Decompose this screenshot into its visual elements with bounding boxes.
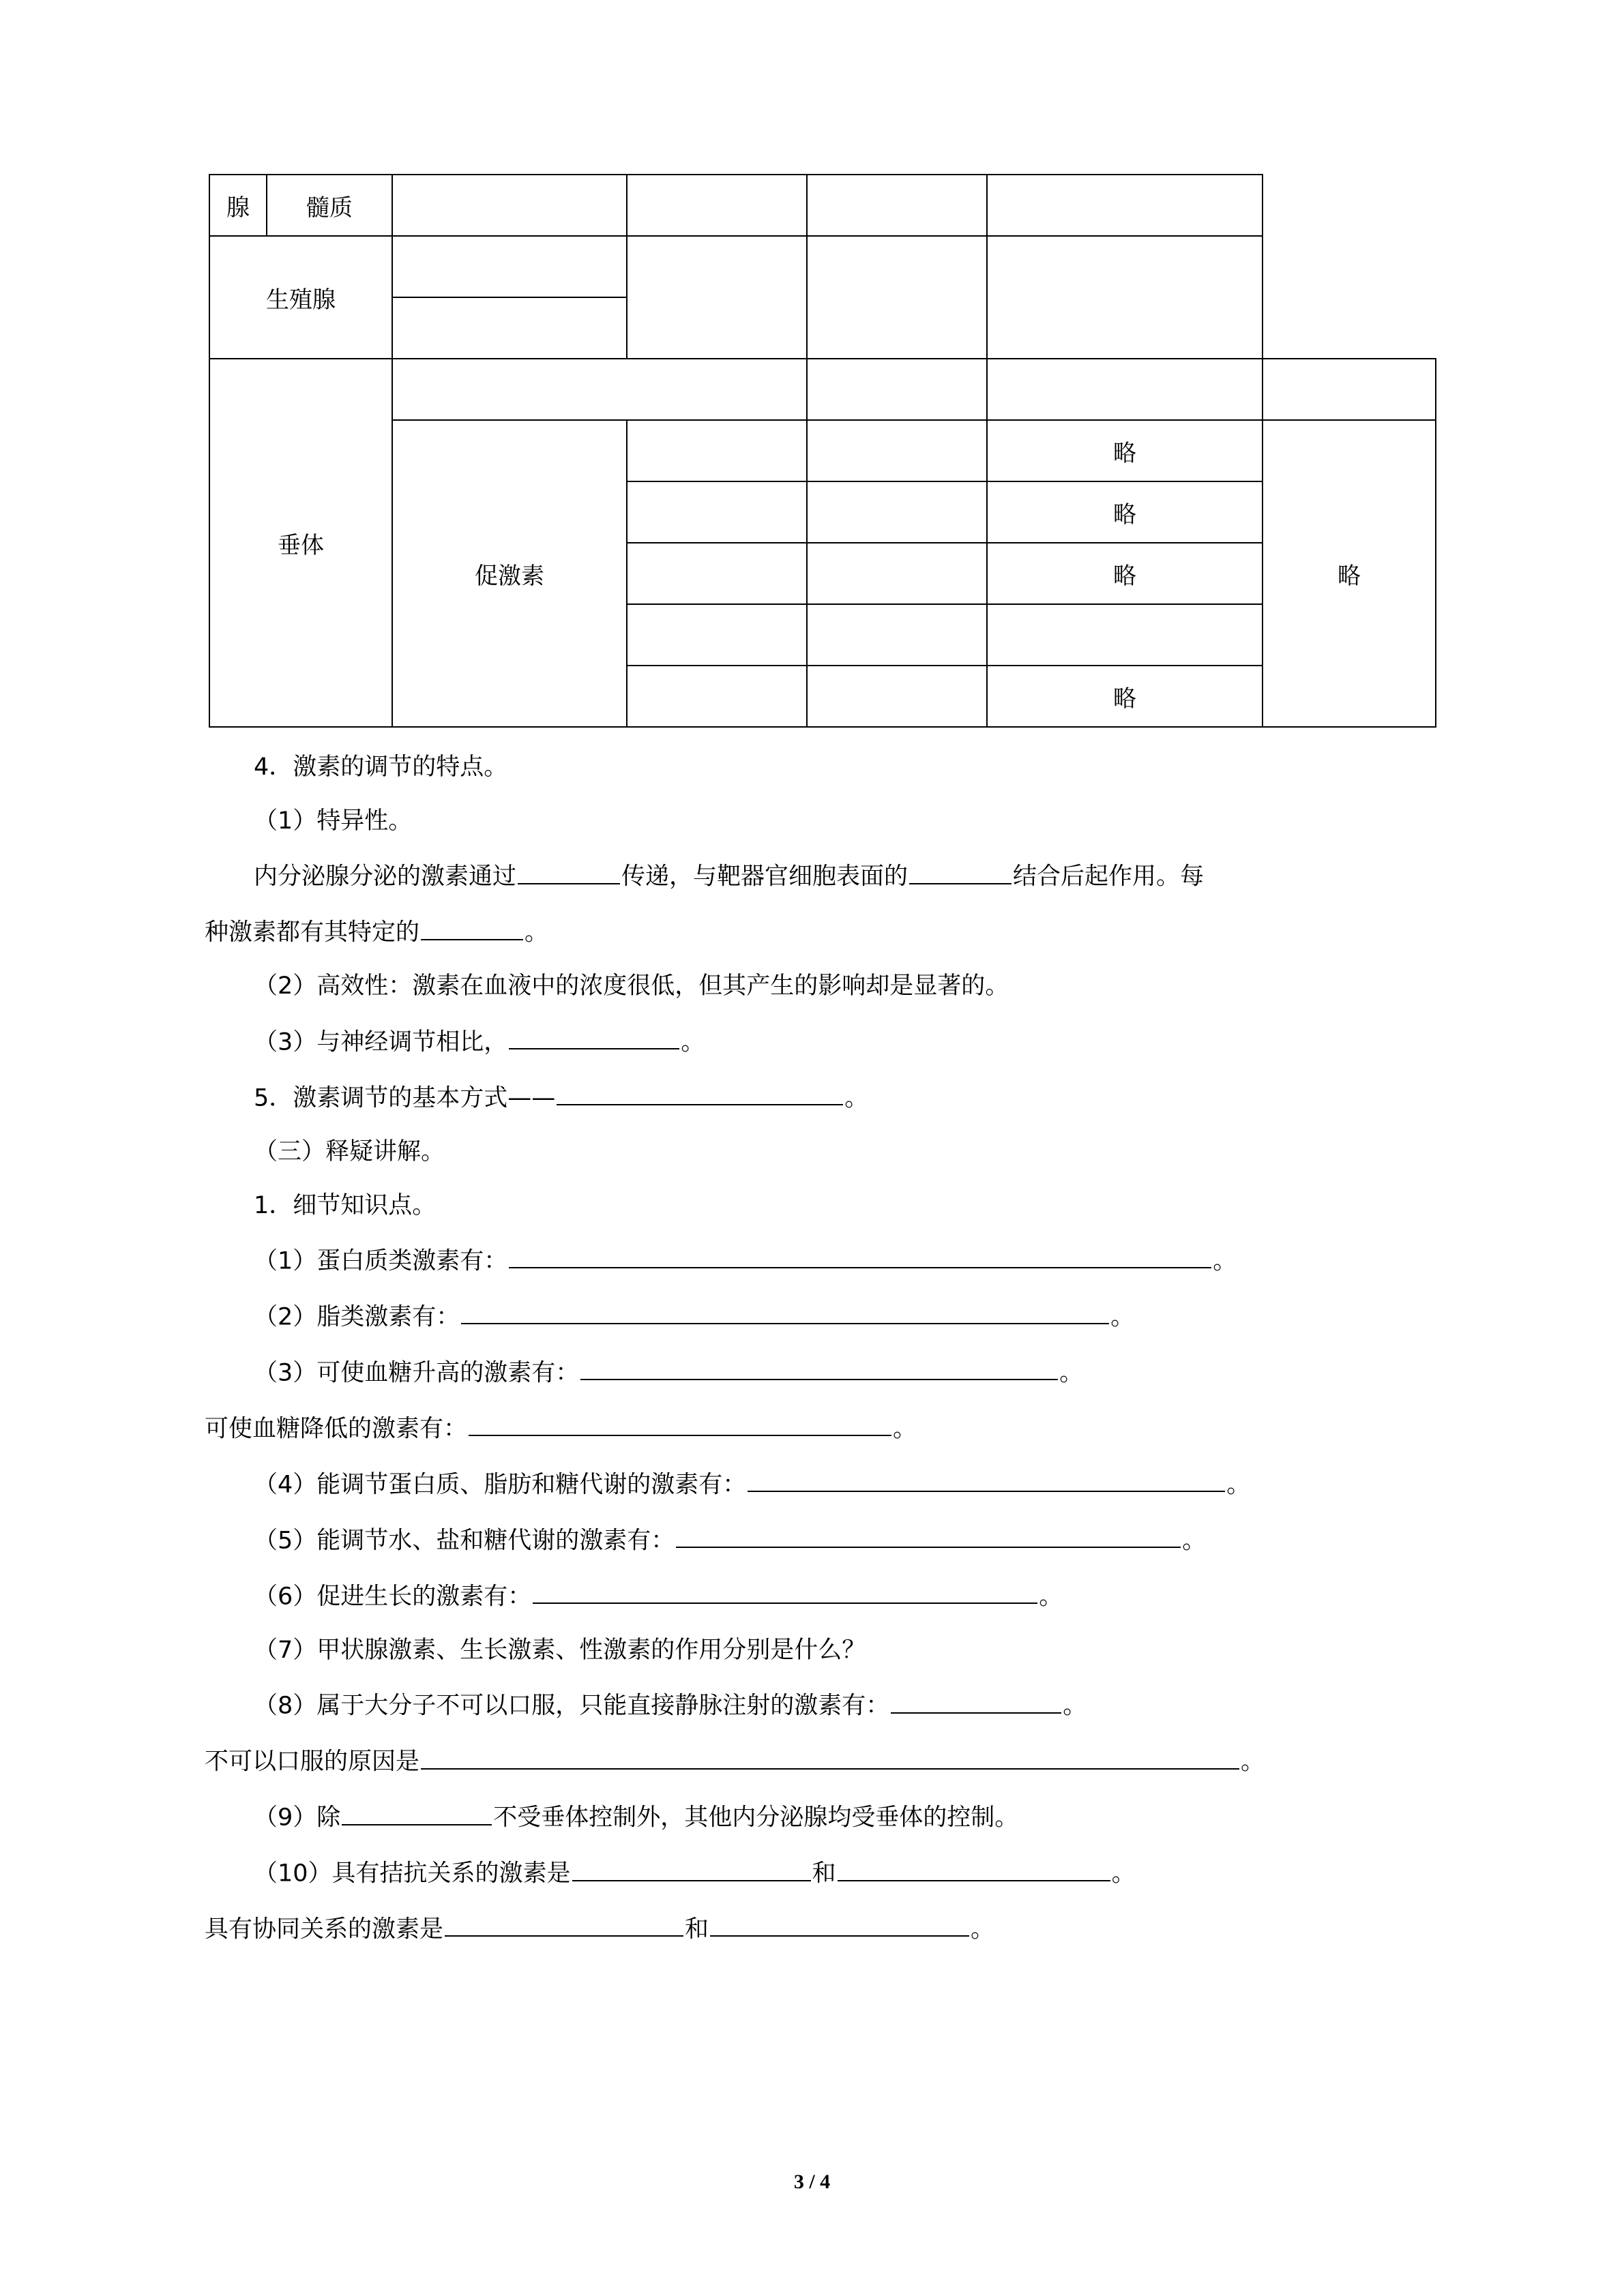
fill-in-blank[interactable]: [461, 1296, 1109, 1324]
table-cell: [807, 543, 987, 604]
table-cell: [392, 297, 627, 359]
text-run: 内分泌腺分泌的激素通过: [254, 863, 517, 891]
table-cell: [627, 604, 807, 666]
fill-in-blank[interactable]: [710, 1908, 969, 1937]
table-row: [209, 236, 1436, 297]
text-run: 。: [893, 1415, 917, 1443]
paragraph: [205, 1631, 1432, 1670]
fill-in-blank[interactable]: [909, 855, 1012, 884]
text-run: 结合后起作用。每: [1013, 863, 1205, 891]
table-cell: [627, 175, 807, 236]
text-run: 不可以口服的原因是: [205, 1748, 420, 1776]
table-cell: [987, 359, 1263, 420]
paragraph: [205, 1796, 1432, 1837]
table-cell: [987, 236, 1263, 359]
table-cell: 略: [987, 543, 1263, 604]
paragraph: [205, 1740, 1432, 1781]
text-run: （1）特异性。: [254, 807, 413, 835]
fill-in-blank[interactable]: [580, 1352, 1058, 1380]
fill-in-blank[interactable]: [533, 1575, 1037, 1604]
text-run: （1）蛋白质类激素有：: [254, 1247, 508, 1275]
text-run: 可使血糖降低的激素有：: [205, 1415, 468, 1443]
text-run: 。: [1039, 1583, 1063, 1611]
text-run: 种激素都有其特定的: [205, 919, 420, 946]
hormone-table-container: [205, 174, 1432, 728]
text-run: （3）可使血糖升高的激素有：: [254, 1359, 580, 1387]
paragraph: [205, 1908, 1432, 1949]
text-run: （2）高效性：激素在血液中的浓度很低，但其产生的影响却是显著的。: [254, 972, 1009, 1000]
fill-in-blank[interactable]: [891, 1684, 1061, 1713]
paragraph: [205, 1463, 1432, 1504]
table-cell: 垂体: [209, 359, 392, 727]
paragraph: [205, 1407, 1432, 1448]
table-cell: [807, 420, 987, 481]
table-cell: 略: [1263, 420, 1436, 727]
paragraph: [205, 1575, 1432, 1616]
text-run: 。: [681, 1028, 705, 1056]
paragraph: [205, 1519, 1432, 1560]
table-cell: [627, 420, 807, 481]
paragraph: [205, 1684, 1432, 1725]
table-row: [209, 420, 1436, 481]
text-run: 4．激素的调节的特点。: [254, 754, 508, 781]
paragraph: [205, 802, 1432, 841]
fill-in-blank[interactable]: [748, 1463, 1225, 1492]
text-run: 。: [525, 919, 549, 946]
table-cell: [807, 666, 987, 727]
fill-in-blank[interactable]: [676, 1519, 1181, 1548]
text-run: （7）甲状腺激素、生长激素、性激素的作用分别是什么？: [254, 1636, 866, 1664]
paragraph: [205, 1296, 1432, 1337]
fill-in-blank[interactable]: [469, 1407, 891, 1436]
paragraph: [205, 1852, 1432, 1893]
paragraph: [205, 967, 1432, 1006]
text-run: 具有协同关系的激素是: [205, 1915, 444, 1943]
fill-in-blank[interactable]: [445, 1908, 683, 1937]
fill-in-blank[interactable]: [838, 1852, 1110, 1881]
table-cell: [807, 175, 987, 236]
table-cell: 略: [987, 481, 1263, 543]
paragraph: [205, 855, 1432, 896]
table-row: [209, 175, 1436, 236]
page-number: 3 / 4: [793, 2171, 831, 2193]
text-run: 。: [971, 1915, 995, 1943]
table-cell: [392, 236, 627, 297]
table-cell: [627, 236, 807, 359]
paragraph: [205, 1352, 1432, 1392]
table-cell: [807, 604, 987, 666]
text-run: 。: [1182, 1527, 1207, 1555]
table-cell: 略: [987, 420, 1263, 481]
paragraph: [205, 1077, 1432, 1118]
text-run: 和: [685, 1915, 709, 1943]
table-cell: [807, 359, 987, 420]
table-cell: [627, 666, 807, 727]
table-cell: 生殖腺: [209, 236, 392, 359]
text-run: 不受垂体控制外，其他内分泌腺均受垂体的控制。: [493, 1804, 1019, 1832]
table-cell: [627, 543, 807, 604]
text-run: （8）属于大分子不可以口服，只能直接静脉注射的激素有：: [254, 1692, 890, 1720]
table-cell: 促激素: [392, 420, 627, 727]
fill-in-blank[interactable]: [421, 1740, 1239, 1769]
paragraph: [205, 1187, 1432, 1225]
table-cell: 腺: [209, 175, 267, 236]
hormone-table: [209, 174, 1436, 728]
fill-in-blank[interactable]: [509, 1240, 1211, 1268]
fill-in-blank[interactable]: [509, 1021, 679, 1049]
table-cell: [392, 175, 627, 236]
paragraph: [205, 911, 1432, 952]
table-cell: [1263, 359, 1436, 420]
text-run: 和: [812, 1860, 836, 1888]
fill-in-blank[interactable]: [421, 911, 523, 940]
fill-in-blank[interactable]: [572, 1852, 811, 1881]
text-run: 。: [1226, 1471, 1251, 1499]
table-cell: [627, 481, 807, 543]
text-run: 。: [1111, 1860, 1136, 1888]
fill-in-blank[interactable]: [518, 855, 620, 884]
paragraph: [205, 1021, 1432, 1062]
fill-in-blank[interactable]: [342, 1796, 492, 1825]
text-run: 5．激素调节的基本方式——: [254, 1084, 556, 1112]
text-run: （4）能调节蛋白质、脂肪和糖代谢的激素有：: [254, 1471, 747, 1499]
table-cell: [392, 359, 807, 420]
text-run: （2）脂类激素有：: [254, 1303, 460, 1331]
text-run: 。: [1063, 1692, 1087, 1720]
paragraph: [205, 1133, 1432, 1172]
fill-in-blank[interactable]: [557, 1077, 843, 1105]
paragraph: [205, 748, 1432, 787]
text-run: （9）除: [254, 1804, 341, 1832]
text-run: 传递，与靶器官细胞表面的: [621, 863, 909, 891]
text-run: 。: [1213, 1247, 1237, 1275]
text-run: （3）与神经调节相比，: [254, 1028, 508, 1056]
text-run: 。: [1110, 1303, 1135, 1331]
table-cell: 略: [987, 666, 1263, 727]
table-cell: [807, 236, 987, 359]
text-run: 。: [1059, 1359, 1084, 1387]
text-run: 1．细节知识点。: [254, 1191, 437, 1219]
table-row: [209, 359, 1436, 420]
text-run: （6）促进生长的激素有：: [254, 1583, 532, 1611]
text-run: 。: [844, 1084, 869, 1112]
table-cell: [987, 175, 1263, 236]
text-run: （三）释疑讲解。: [254, 1137, 445, 1165]
table-cell: [987, 604, 1263, 666]
paragraph: [205, 1240, 1432, 1281]
page-content: [205, 174, 1432, 1949]
text-run: 。: [1241, 1748, 1265, 1776]
text-run: （10）具有拮抗关系的激素是: [254, 1860, 571, 1888]
table-cell: 髓质: [267, 175, 392, 236]
body-text: [205, 748, 1432, 1949]
text-run: （5）能调节水、盐和糖代谢的激素有：: [254, 1527, 675, 1555]
table-cell: [807, 481, 987, 543]
